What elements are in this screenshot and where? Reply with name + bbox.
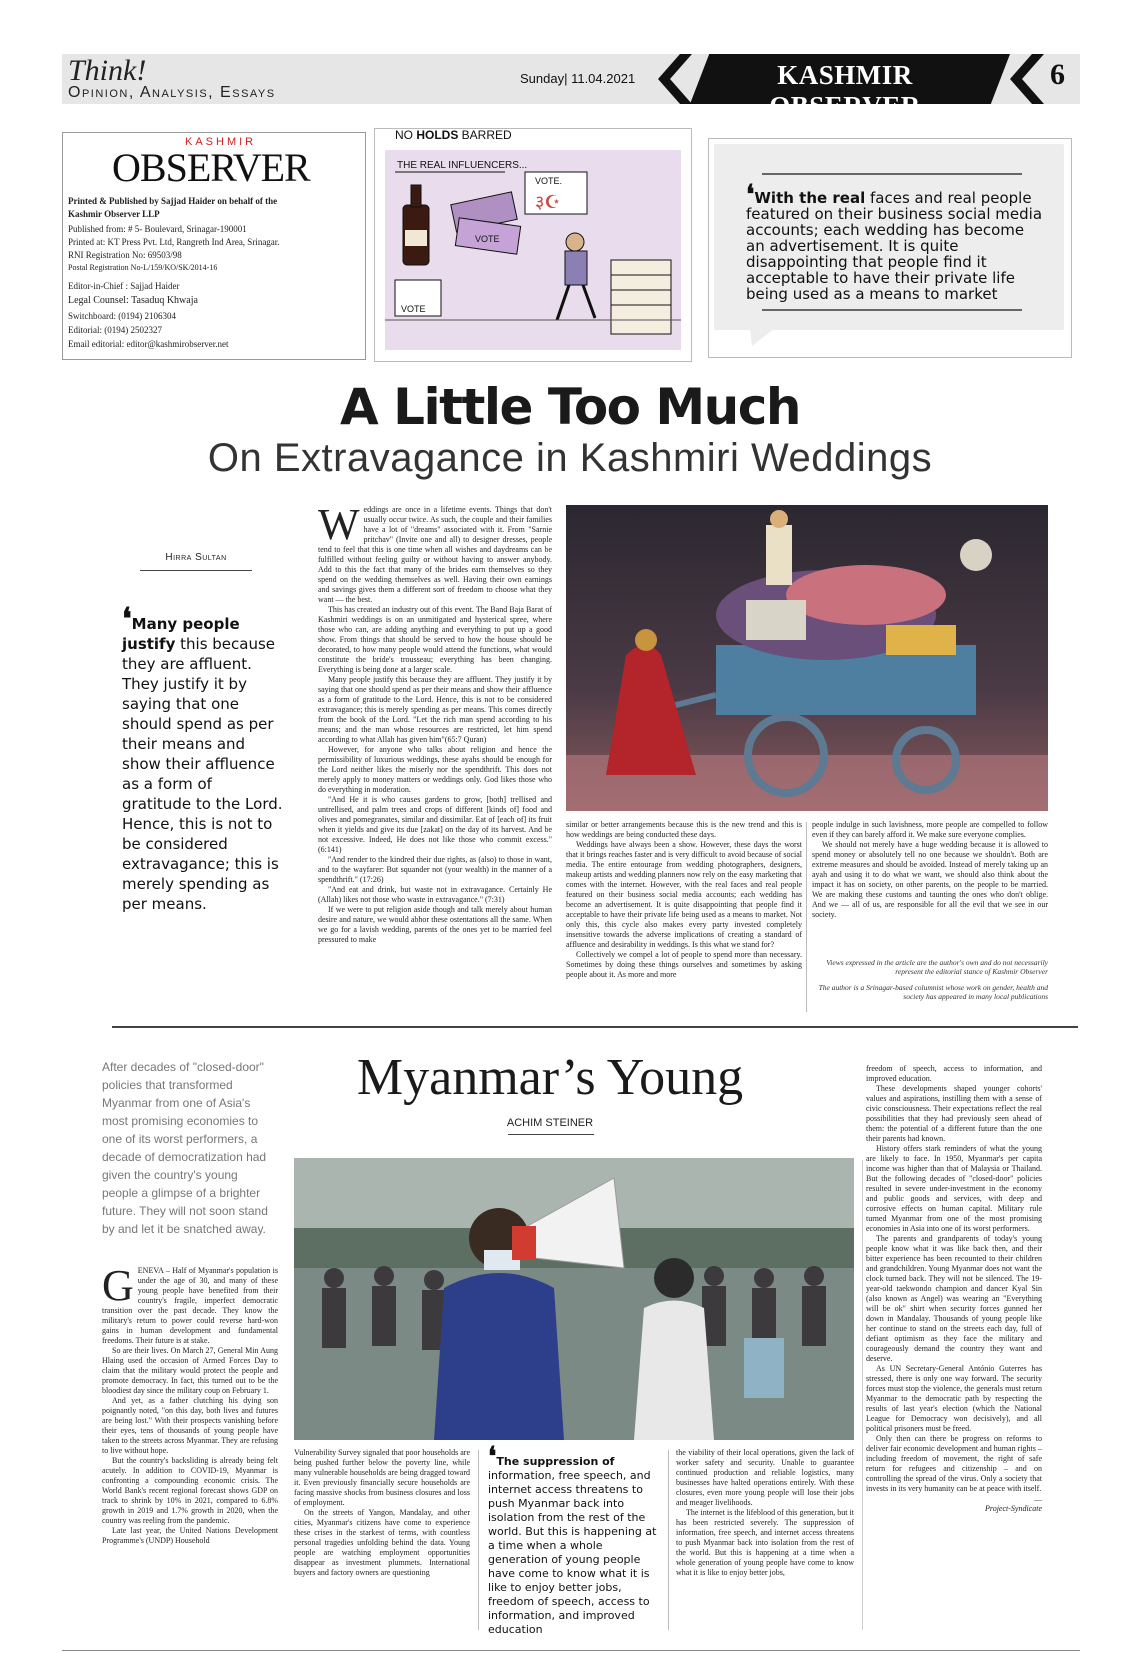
chevron-left-icon — [658, 54, 698, 104]
column-divider — [478, 1450, 479, 1630]
quote-rule — [762, 173, 1022, 175]
page-number: 6 — [1050, 58, 1065, 91]
byline: Hirra Sultan — [165, 552, 227, 563]
masthead-line: Legal Counsel: Tasaduq Khwaja — [68, 295, 198, 306]
wedding-photo — [566, 505, 1048, 811]
author-note: The author is a Srinagar-based columnist whose work on gender, health and society has appeared in many local publications — [818, 983, 1048, 1001]
drop-cap: G — [102, 1261, 134, 1310]
masthead-line: RNI Registration No: 69503/98 — [68, 250, 182, 260]
disclaimer: Views expressed in the article are the author's own and do not necessarily represent the editorial stance of Kashmir Observer — [826, 958, 1048, 976]
masthead-line: Switchboard: (0194) 2106304 — [68, 311, 176, 321]
paper-name: KASHMIR OBSERVER — [769, 60, 921, 121]
article-column: similar or better arrangements because this is the new trend and this is how weddings are being conducted these days. Weddings have always been a show. However, these days the worst that it brings reaches faster and is very difficult to avoid because of social media. The entire entourage from wedding photographers, designers, makeup artists and wedding planners now rely on the easy marketing that comes with the internet. However, with the real faces and real people featured on their business social media accounts; each wedding has become an advertisement. It is quite disappointing that people find it acceptable to have their private life being used as a means to market. Not only this, this cycle also makes every party invested completely insensitive towards the adverse implications of creating a standard of affluence and desirability in weddings. Is this what we stand for? Collectively we compel a lot of people to spend more than necessary. Sometimes by doing these things ourselves and sometimes by asking people about it. As more and more — [566, 820, 802, 979]
article-column: the viability of their local operations, given the lack of worker safety and security. Unable to guarantee continued production and reliable logistics, many businesses have halted operations entirely. With these closures, even more young people will lose their jobs and meager livelihoods. The internet is the lifeblood of this generation, but it has been restricted severely. The suppression of information, free speech, and internet access threatens to push Myanmar back into isolation from the rest of the world. But this is happening at a time when a whole generation of young people have come to know what it is like to enjoy better jobs, — [676, 1448, 854, 1577]
masthead-line: Published from: # 5- Boulevard, Srinagar-190001 — [68, 224, 247, 234]
svg-text:३☪: ३☪ — [535, 192, 561, 213]
masthead-line: Email editorial: editor@kashmirobserver.net — [68, 339, 229, 349]
masthead-logo: OBSERVER — [112, 145, 310, 190]
column-divider — [806, 822, 807, 1012]
column-divider — [668, 1450, 669, 1630]
end-mark: .... — [1034, 1494, 1042, 1503]
masthead-line: Editorial: (0194) 2502327 — [68, 325, 162, 335]
masthead-line: Postal Registration No-L/159/KO/SK/2014-16 — [68, 263, 218, 272]
section-subtitle: Opinion, Analysis, Essays — [68, 84, 276, 101]
svg-text:THE REAL INFLUENCERS...: THE REAL INFLUENCERS... — [397, 160, 528, 171]
section-title: Think! — [68, 54, 147, 87]
column-divider — [862, 1160, 863, 1630]
cartoon-label: NO HOLDS BARRED — [395, 128, 512, 142]
masthead-line: Printed at: KT Press Pvt. Ltd, Rangreth Ind Area, Srinagar. — [68, 237, 280, 247]
byline-rule — [508, 1134, 594, 1135]
article-column: freedom of speech, access to information, and improved education. These developments shaped younger cohorts' values and aspirations, instilling them with a sense of civic consciousness. Their expectations reflect the real possibilities that they had previously seen ahead of them: the potential of a different future than the one their parents had known. History offers stark reminders of what the young are likely to face. In 1950, Myanmar's per capita income was higher than that of Malaysia or Thailand. But the following decades of "closed-door" policies resulted in severe under-investment in the economy and public goods and services, with deep and corrosive effects on human capital. Military rule turned Myanmar from one of the most promising economies in Asia into one of its worst performers. The parents and grandparents of today's young people know what it was like back then, and their bitter experience has been recounted to their children and grandchildren. Young Myanmar does not want the clock turned back. They will not be silenced. The 19-year-old taekwondo champion and dancer Kyal Sin (also known as Angel) was wearing an "Everything will be ok" shirt when security forces gunned her down in Mandalay. Thousands of young people like her continue to stand on the streets each day, full of defiant optimism as they face the military and courageously demand the country they want and deserve. As UN Secretary-General António Guterres has stressed, there is only one way forward. The security forces must stop the violence, the generals must return Myanmar to the democratic path by respecting the results of last year's election (which the National League for Democracy won decisively), and all political prisoners must be freed. Only then can there be progress on reforms to deliver fair economic development and human rights – including freedom of movement, the right of safe return for refugees and citizenship – and on controlling the spread of the virus. Only a society that invests in its very humanity can be at peace with itself. .... Project-Syndicate — [866, 1064, 1042, 1513]
article-intro: After decades of "closed-door" policies that transformed Myanmar from one of Asia's most promising economies to one of its worst performers, a decade of democratization had given the country's young people a glimpse of a brighter future. They will not soon stand by and let it be snatched away. — [102, 1060, 268, 1236]
article-subheadline: On Extravagance in Kashmiri Weddings — [207, 436, 933, 480]
article-column: people indulge in such lavishness, more people are compelled to follow even if they can barely afford it. We make sure everyone complies. We should not merely have a huge wedding because it is allowed to spend money or absolutely tell no one because we shouldn't. Both are extreme measures and should be avoided. Instead of merely taking up an ayah and using it to do what we want, we should also think about the impact it has on society, on other parents, on the people to be married. We are making these customs and taunting the ones who don't oblige. And we — all of us, are responsible for all the evil that we see in our society. — [812, 820, 1048, 919]
masthead-line: Kashmir Observer LLP — [68, 209, 160, 219]
svg-text:VOTE: VOTE — [475, 234, 500, 244]
article-column: Weddings are once in a lifetime events. Things that don't usually occur twice. As such, the couple and their families have a lot of "dreams" associated with it. From "Sarnie pritchav" (Invite one and all) to designer dresses, people tend to feel that this is one time when all wishes and daydreams can be fulfilled without feeling guilty or without having to answer anybody. Add to this the fact that many of the brides earn themselves so they spend on the wedding themselves as well. Having their own earnings and savings gives them a different sort of freedom to choose what they want — the best. This has created an industry out of this event. The Band Baja Barat of Kashmiri weddings is on an unmitigated and hysterical spree, where those who can, are adding anything and everything to put up a good show. From things that should be served to how the house should be decorated, to how many people would attend the functions, what would constitute the bride's trousseau; everything has been changing. Everything is being done at a larger scale. Many people justify this because they are affluent. They justify it by saying that one should spend as per their means and show their affluence as a form of gratitude to the Lord. Hence, this is not to be considered extravagance; this is merely spending as per means. This comes directly from the book of the Lord. "Let the rich man spend according to his means; and the man whose resources are restricted, let him spend according to what Allah has given him"(65:7 Quran) However, for anyone who talks about religion and hence the permissibility of luxurious weddings, these ayahs should be enough for the Lord neither likes the miserly nor the spendthrift. This does not merely apply to money matters or weddings only. God likes those who do everything in moderation. "And He it is who causes gardens to grow, [both] trellised and untrellised, and palm trees and crops of different [kinds of] food and olives and pomegranates, similar and dissimilar. Eat of [each of] its fruit when it yields and give its due [zakat] on the day of its harvest. And be not excessive. Indeed, He does not like those who commit excess." (6:141) "And render to the kindred their due rights, as (also) to those in want, and to the wayfarer: But squander not (your wealth) in the manner of a spendthrift." (17:26) "And eat and drink, but waste not in extravagance. Certainly He (Allah) likes not those who waste in extravagance." (7:31) If we were to put religion aside though and talk merely about human desire and nature, we would abhor these ostentations all the same. When we go for a lavish wedding, parents of the ones yet to be married feel pressured to make — [318, 500, 552, 944]
article-headline: A Little Too Much — [339, 378, 801, 436]
svg-text:VOTE.: VOTE. — [535, 176, 563, 186]
quote-rule — [762, 309, 1022, 311]
pull-quote: ❛Many people justify this because they are affluent. They justify it by saying that one should spend as per their means and show their affluence as a form of gratitude to the Lord. Hence, this is not to be considered extravagance; this is merely spending as per means. — [122, 603, 283, 913]
footer-rule — [62, 1650, 1080, 1651]
article-column: GENEVA – Half of Myanmar's population is under the age of 30, and many of these young people have benefited from their country's fragile, imperfect democratic transition over the past decade. They know the military's return to power could reverse hard-won gains in human development and fundamental freedoms. Their future is at stake. So are their lives. On March 27, General Min Aung Hlaing used the occasion of Armed Forces Day to claim that the military would protect the people and promote democracy. In fact, this turned out to be the bloodiest day since the military coup on February 1. And yet, as a father clutching his dying son poignantly noted, "on this day, both lives and futures are being lost." With their prospects vanishing before their eyes, tens of thousands of young people have taken to the streets across Myanmar. They are refusing to live without hope. But the country's backsliding is already being felt acutely. In addition to COVID-19, Myanmar is confronting a compounding economic crisis. The World Bank's recent regional forecast shows GDP on track to shrink by 10% in 2021, compared to 6.8% growth in 2019 and 1.7% growth in 2020, when the country was reeling from the pandemic. Late last year, the United Nations Development Programme's (UNDP) Household — [102, 1261, 278, 1545]
byline: ACHIM STEINER — [506, 1117, 594, 1129]
article-column: Vulnerability Survey signaled that poor households are being pushed further below the poverty line, while many vulnerable households are being dragged toward it. Even previously financially secure households are facing massive shocks from business closures and loss of employment. On the streets of Yangon, Mandalay, and other cities, Myanmar's citizens have come to experience these crises in the starkest of terms, with countless personal tragedies unfolding behind the data. Young people are watching employment opportunities disappear as investment plummets. International buyers and factory owners are questioning — [294, 1448, 470, 1577]
chevron-left-icon — [1010, 54, 1050, 104]
drop-cap: W — [318, 500, 360, 549]
section-divider — [112, 1026, 1078, 1028]
byline-rule — [140, 570, 252, 571]
speech-tail-icon — [750, 329, 776, 347]
masthead-line: Editor-in-Chief : Sajjad Haider — [68, 281, 180, 291]
protest-photo — [294, 1158, 854, 1440]
article-source: Project-Syndicate — [984, 1504, 1042, 1513]
pull-quote: ❛With the real faces and real people featured on their business social media accounts; each wedding has become an advertisement. It is quite disappointing that people find it acceptable to have their private life being used as a means to market — [746, 180, 1043, 303]
issue-date: Sunday| 11.04.2021 — [520, 71, 636, 86]
masthead-kashmir: KASHMIR — [185, 136, 257, 148]
svg-text:VOTE: VOTE — [401, 304, 426, 314]
cartoon-image — [385, 150, 681, 350]
article-headline: Myanmar’s Young — [356, 1049, 744, 1106]
masthead-line: Printed & Published by Sajjad Haider on behalf of the — [68, 196, 278, 206]
pull-quote: ❛The suppression of information, free speech, and internet access threatens to push Myanmar back into isolation from the rest of the world. But this is happening at a time when a whole generation of young people have come to know what it is like to enjoy better jobs, freedom of speech, access to information, and improved education — [488, 1442, 657, 1636]
